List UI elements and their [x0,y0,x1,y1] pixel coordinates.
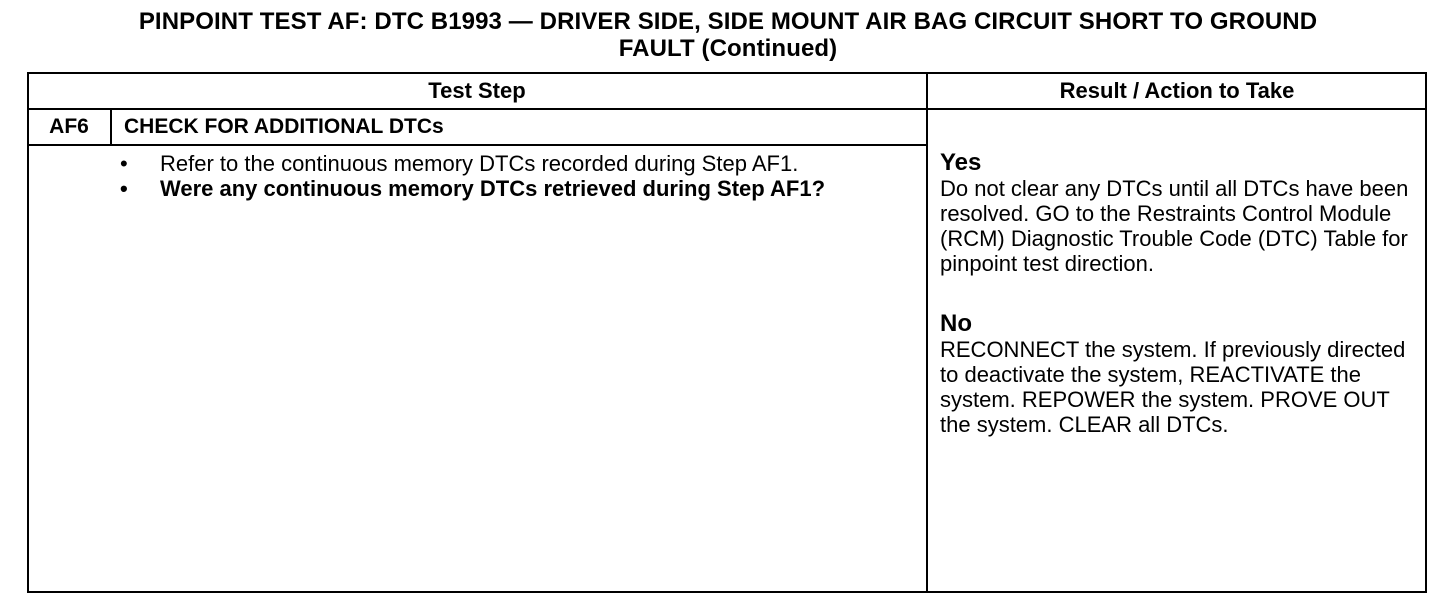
question-text: Were any continuous memory DTCs retrieved during Step AF1? [160,176,826,201]
page-title [0,8,1456,62]
header-result-action: Result / Action to Take [1059,78,1295,103]
step-row-divider [27,144,928,146]
step-id-divider [110,109,112,145]
bullet-icon: • [120,176,128,201]
step-title: CHECK FOR ADDITIONAL DTCs [124,115,444,138]
instruction-item [112,151,872,176]
instruction-text: Refer to the continuous memory DTCs recorded during Step AF1. [160,151,799,176]
step-id: AF6 [49,115,89,138]
result-no-action: RECONNECT the system. If previously directed to deactivate the system, REACTIVATE the system. REPOWER the system. PROVE OUT the system. CLEAR all DTCs. [940,337,1406,437]
step-instructions [112,151,872,201]
page-title-line-1: PINPOINT TEST AF: DTC B1993 — DRIVER SIDE, SIDE MOUNT AIR BAG CIRCUIT SHORT TO GROUND [138,8,1318,35]
bullet-icon: • [120,151,128,176]
result-yes [940,150,1422,276]
header-test-step: Test Step [428,78,526,103]
result-no [940,311,1422,437]
result-yes-action: Do not clear any DTCs until all DTCs have been resolved. GO to the Restraints Control Module (RCM) Diagnostic Trouble Code (DTC) Table for pinpoint test direction. [940,176,1409,276]
result-no-label: No [940,310,972,337]
result-yes-label: Yes [940,149,982,176]
page-title-line-2: FAULT (Continued) [618,35,838,62]
instruction-question [112,176,872,201]
table-column-divider [926,72,928,593]
